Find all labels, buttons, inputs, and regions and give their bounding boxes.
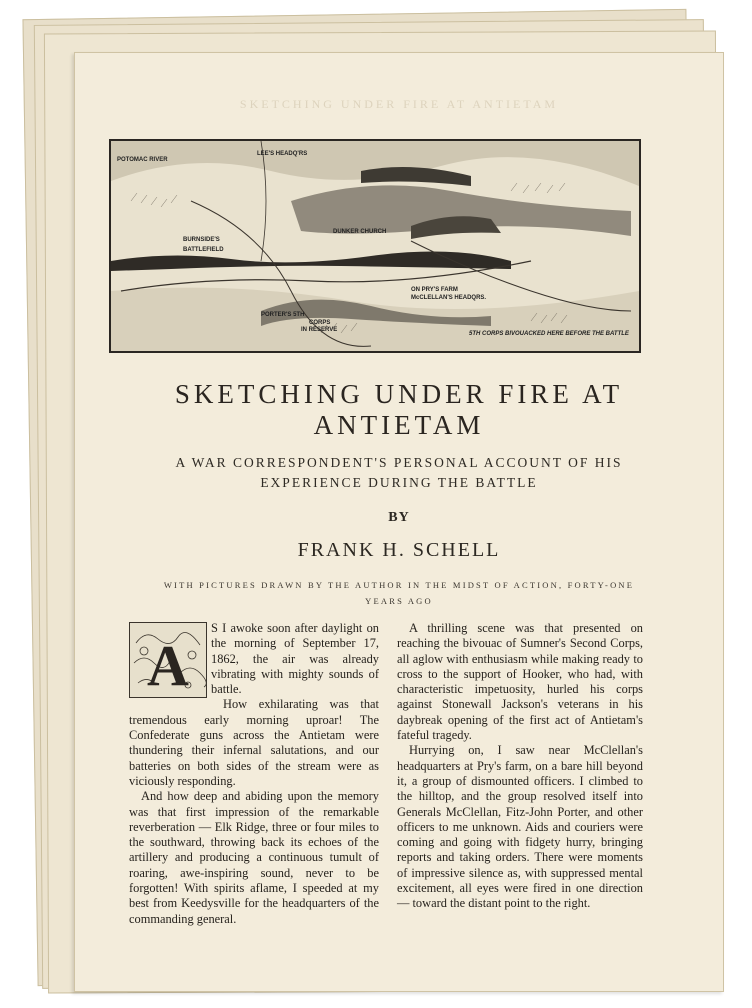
ornamental-drop-cap [129, 622, 207, 698]
article-title [85, 379, 713, 441]
map-label-reserve: IN RESERVE [301, 327, 338, 333]
drop-cap-ornament [130, 623, 206, 697]
illustration-credit [115, 577, 683, 609]
map-label-burnside: BURNSIDE'S [183, 237, 220, 243]
subtitle-line-2: EXPERIENCE DURING THE BATTLE [260, 475, 538, 490]
article-column-right [397, 621, 643, 912]
show-through-header: SKETCHING UNDER FIRE AT ANTIETAM [239, 97, 559, 111]
article-subtitle [105, 453, 693, 493]
map-label-lees-headquarters: LEE'S HEADQ'RS [257, 151, 308, 157]
paragraph-left-2: How exhilarating was that tremendous early morning uproar! The Confederate guns across the Antietam were thundering their infernal salutations, and our batteries on both sides of the stream were as viciously responding. [129, 697, 379, 788]
credit-line-1: WITH PICTURES DRAWN BY THE AUTHOR IN THE MIDST OF ACTION, FORTY-ONE [163, 580, 635, 590]
map-label-potomac: POTOMAC RIVER [117, 157, 168, 163]
map-label-mcclellan-hq: McCLELLAN'S HEADQRS. [411, 295, 487, 301]
map-drawing [111, 141, 639, 351]
credit-line-2: YEARS AGO [365, 596, 433, 606]
paragraph-left-1: S I awoke soon after daylight on the morning of September 17, 1862, the air was already vibrating with mighty sounds of battle. [211, 621, 379, 697]
map-label-battlefield: BATTLEFIELD [183, 247, 224, 253]
paragraph-right-1: A thrilling scene was that presented on reaching the bivouac of Sumner's Second Corps, all aglow with enthusiasm while making ready to cross to the support of Hooker, who had, with characteristic impetuosity, hurled his corps against Stonewall Jackson's veterans in his daybreak opening of the first act of Antietam's fateful tragedy. [397, 621, 643, 743]
author-name: FRANK H. SCHELL [297, 539, 501, 561]
map-label-corps: CORPS [309, 320, 331, 326]
drop-cap-letter: A [147, 633, 189, 697]
article-column-left [129, 621, 379, 927]
article-page [74, 52, 724, 992]
map-label-church: DUNKER CHURCH [333, 229, 387, 235]
map-label-prys-farm: ON PRY'S FARM [411, 287, 458, 293]
subtitle-line-1: A WAR CORRESPONDENT'S PERSONAL ACCOUNT OF HIS [175, 455, 623, 470]
paragraph-left-3: And how deep and abiding upon the memory was that first impression of the remarkable reverberation — Elk Ridge, three or four miles to the southward, throwing back its echoes of the artillery and producing a continuous tumult of roaring, awe-inspiring sound, never to be forgotten! With spirits aflame, I speeded at my best from Keedysville for the headquarters of the commanding general. [129, 789, 379, 926]
title-line-1: SKETCHING UNDER FIRE AT [174, 379, 624, 409]
title-line-2: ANTIETAM [313, 410, 485, 440]
map-label-porters: PORTER'S 5TH [261, 312, 305, 318]
paragraph-right-2: Hurrying on, I saw near McClellan's headquarters at Pry's farm, on a bare hill beyond it, a group of dismounted officers. I climbed to the hilltop, and the group resolved itself into Generals McClellan, Fitz-John Porter, and other officers to me unknown. Aids and couriers were coming and going with fidgety hurry, bringing reports and taking orders. There were moments of impressive silence as, with suppressed mental excitement, all eyes were fired in one direction — toward the distant point to the right. [397, 743, 643, 911]
byline-by: BY [388, 510, 410, 525]
map-label-bivouac: 5TH CORPS BIVOUACKED HERE BEFORE THE BATTLE [469, 331, 629, 337]
battlefield-map-illustration [109, 139, 641, 353]
